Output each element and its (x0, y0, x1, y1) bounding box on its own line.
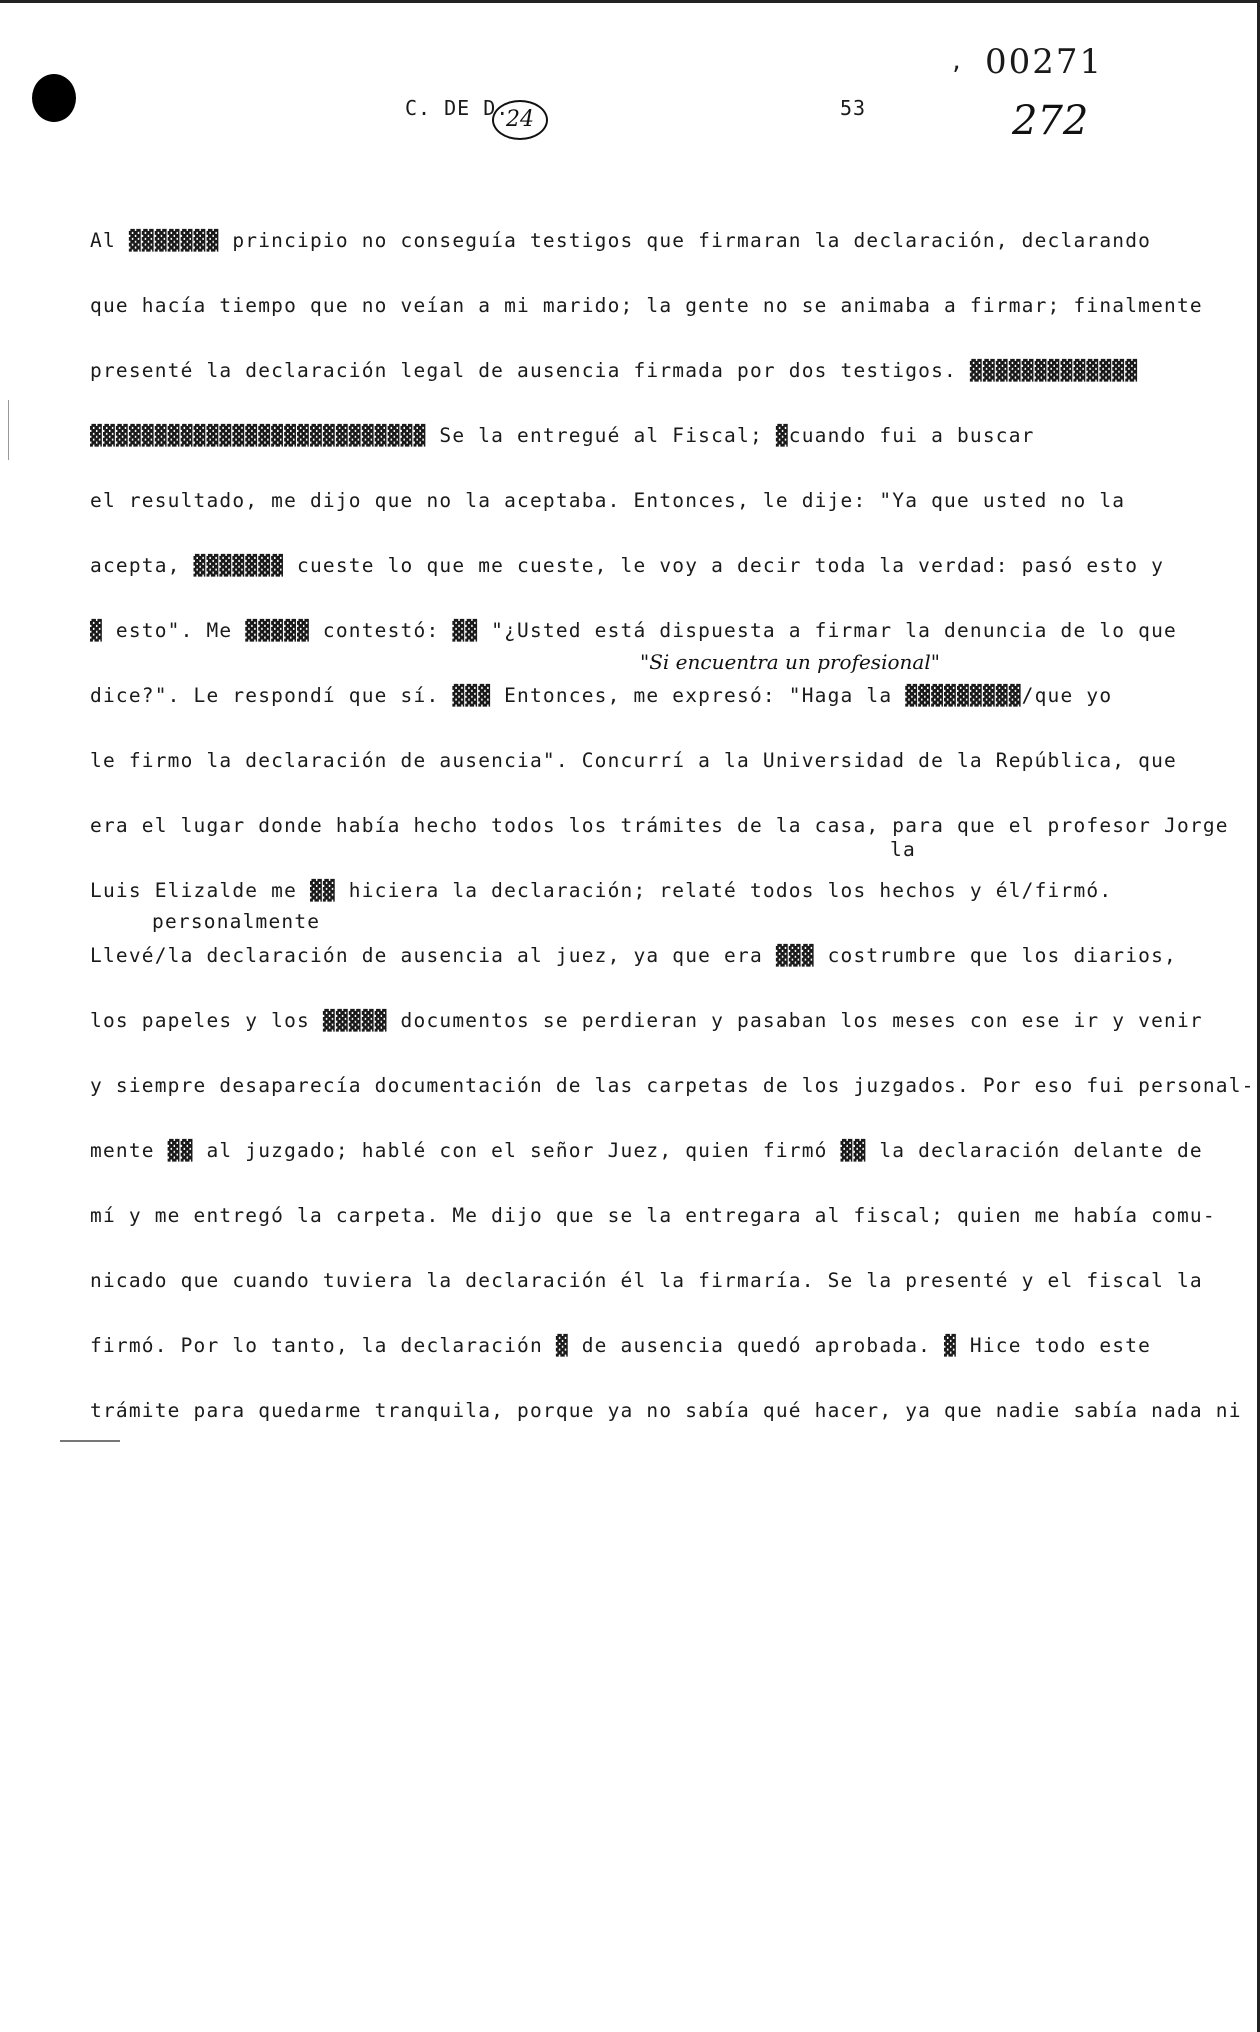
stamp-mark: , (950, 50, 964, 75)
text-line: ▓▓▓▓▓▓▓▓▓▓▓▓▓▓▓▓▓▓▓▓▓▓▓▓▓▓ Se la entregué al Fiscal; ▓cuando fui a buscar (90, 424, 1035, 447)
page-number: 53 (840, 96, 867, 120)
handwritten-insertion: "Si encuentra un profesional" (640, 650, 940, 674)
inserted-word: personalmente (152, 910, 321, 933)
text-line: los papeles y los ▓▓▓▓▓ documentos se perdieran y pasaban los meses con ese ir y venir (90, 1009, 1203, 1032)
text-line: Luis Elizalde me ▓▓ hiciera la declaración; relaté todos los hechos y él/firmó. (90, 879, 1113, 902)
text-line: ▓ esto". Me ▓▓▓▓▓ contestó: ▓▓ "¿Usted está dispuesta a firmar la denuncia de lo que (90, 619, 1177, 642)
text-line: mí y me entregó la carpeta. Me dijo que se la entregara al fiscal; quien me había comu- (90, 1204, 1216, 1227)
text-line: que hacía tiempo que no veían a mi marido; la gente no se animaba a firmar; finalmente (90, 294, 1203, 317)
text-line: mente ▓▓ al juzgado; hablé con el señor Juez, quien firmó ▓▓ la declaración delante de (90, 1139, 1203, 1162)
text-line: y siempre desaparecía documentación de las carpetas de los juzgados. Por eso fui personal- (90, 1074, 1255, 1097)
text-line: el resultado, me dijo que no la aceptaba. Entonces, le dije: "Ya que usted no la (90, 489, 1126, 512)
text-line: firmó. Por lo tanto, la declaración ▓ de ausencia quedó aprobada. ▓ Hice todo este (90, 1334, 1152, 1357)
text-line: presenté la declaración legal de ausencia firmada por dos testigos. ▓▓▓▓▓▓▓▓▓▓▓▓▓ (90, 359, 1139, 382)
text-line: trámite para quedarme tranquila, porque ya no sabía qué hacer, ya que nadie sabía nada ni (90, 1399, 1242, 1422)
page-edge-top (0, 0, 1260, 3)
text-line: nicado que cuando tuviera la declaración él la firmaría. Se la presenté y el fiscal la (90, 1269, 1203, 1292)
text-line: era el lugar donde había hecho todos los trámites de la casa, para que el profesor Jorge (90, 814, 1229, 837)
text-line: le firmo la declaración de ausencia". Concurrí a la Universidad de la República, que (90, 749, 1177, 772)
text-line: acepta, ▓▓▓▓▓▓▓ cueste lo que me cueste, le voy a decir toda la verdad: pasó esto y (90, 554, 1165, 577)
text-line: dice?". Le respondí que sí. ▓▓▓ Entonces, me expresó: "Haga la ▓▓▓▓▓▓▓▓▓/que yo (90, 684, 1113, 707)
circled-page-number: 24 (492, 100, 548, 140)
inserted-word: la (890, 838, 916, 861)
text-line: Llevé/la declaración de ausencia al juez, ya que era ▓▓▓ costrumbre que los diarios, (90, 944, 1177, 967)
binder-hole (32, 74, 76, 122)
margin-mark (8, 400, 9, 460)
handwritten-folio: 272 (1012, 98, 1089, 144)
header-section-label: C. DE D. (405, 96, 510, 120)
folio-stamp: 00271 (985, 42, 1104, 82)
scan-mark (60, 1440, 120, 1442)
text-line: Al ▓▓▓▓▓▓▓ principio no conseguía testigos que firmaran la declaración, declarando (90, 229, 1152, 252)
